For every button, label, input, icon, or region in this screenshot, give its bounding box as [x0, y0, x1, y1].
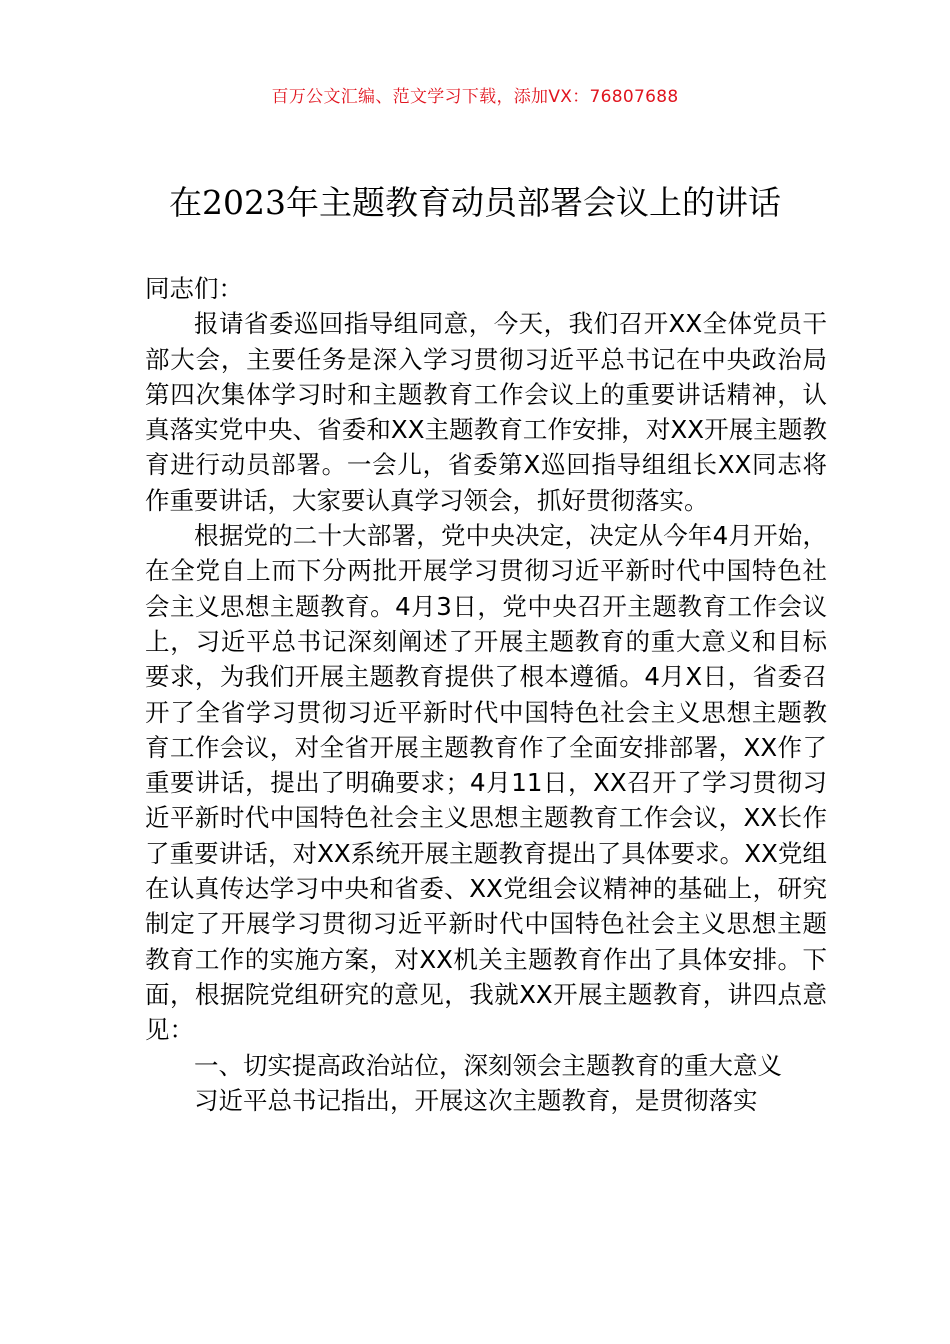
paragraph-background: 根据党的二十大部署，党中央决定，决定从今年4月开始，在全党自上而下分两批开展学习贯彻习近平新时代中国特色社会主义思想主题教育。4月3日，党中央召开主题教育工作会议上，习近平总书记深刻阐述了开展主题教育的重大意义和目标要求，为我们开展主题教育提供了根本遵循。4月X日，省委召开了全省学习贯彻习近平新时代中国特色社会主义思想主题教育工作会议，对全省开展主题教育作了全面安排部署，XX作了重要讲话，提出了明确要求；4月11日，XX召开了学习贯彻习近平新时代中国特色社会主义思想主题教育工作会议，XX长作了重要讲话，对XX系统开展主题教育提出了具体要求。XX党组在认真传达学习中央和省委、XX党组会议精神的基础上，研究制定了开展学习贯彻习近平新时代中国特色社会主义思想主题教育工作的实施方案，对XX机关主题教育作出了具体安排。下面，根据院党组研究的意见，我就XX开展主题教育，讲四点意见： [145, 521, 827, 1045]
header-promo-note: 百万公文汇编、范文学习下载，添加VX：76807688 [271, 87, 679, 107]
paragraph-section-1: 习近平总书记指出，开展这次主题教育，是贯彻落实 [194, 1085, 758, 1115]
speech-body [145, 271, 827, 1118]
paragraph-opening: 报请省委巡回指导组同意，今天，我们召开XX全体党员干部大会，主要任务是深入学习贯彻习近平总书记在中央政治局第四次集体学习时和主题教育工作会议上的重要讲话精神，认真落实党中央、省委和XX主题教育工作安排，对XX开展主题教育进行动员部署。一会儿，省委第X巡回指导组组长XX同志将作重要讲话，大家要认真学习领会，抓好贯彻落实。 [145, 309, 827, 515]
section-heading-1: 一、切实提高政治站位，深刻领会主题教育的重大意义 [194, 1050, 782, 1080]
salutation: 同志们： [145, 274, 243, 303]
document-title: 在2023年主题教育动员部署会议上的讲话 [169, 183, 781, 222]
